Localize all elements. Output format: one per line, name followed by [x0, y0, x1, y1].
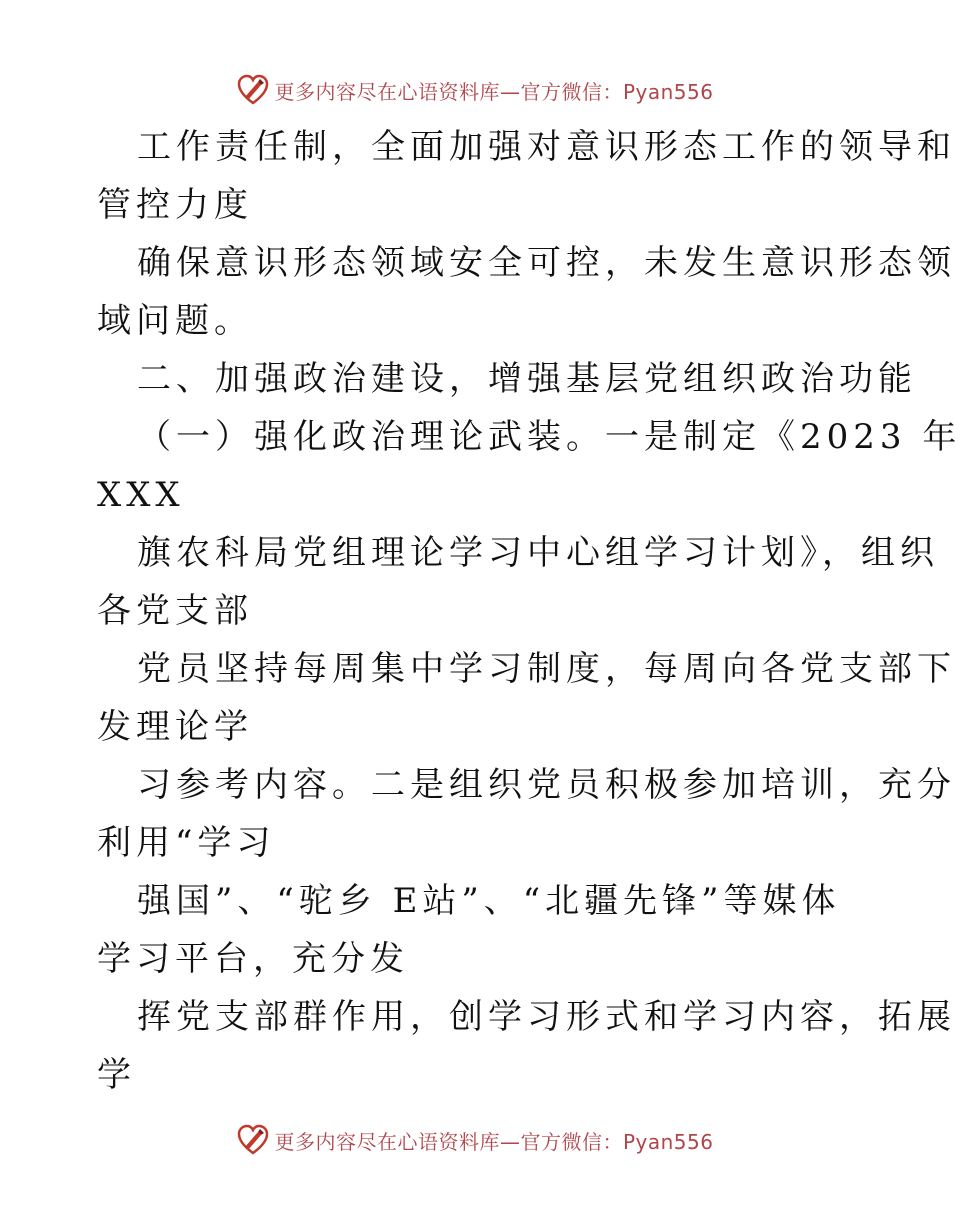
paragraph-line: 利用“学习 — [97, 823, 276, 863]
banner-text: 更多内容尽在心语资料库—官方微信：Pyan556 — [274, 1129, 714, 1154]
paragraph-line: 旗农科局党组理论学习中心组学习计划》，组织 — [137, 533, 939, 573]
paragraph-line: 强国”、“驼乡 E站”、“北疆先锋”等媒体 — [137, 881, 841, 921]
heart-pen-logo-icon — [236, 73, 270, 107]
paragraph-line: 学 — [97, 1055, 136, 1095]
paragraph-line: 域问题。 — [97, 301, 253, 341]
paragraph-line: 各党支部 — [97, 591, 253, 631]
paragraph-line: 管控力度 — [97, 185, 253, 225]
paragraph-line: 工作责任制，全面加强对意识形态工作的领导和 — [137, 127, 956, 167]
paragraph-line: XXX — [97, 475, 185, 515]
paragraph-line: 发理论学 — [97, 707, 253, 747]
section-heading: 二、加强政治建设，增强基层党组织政治功能 — [137, 359, 917, 399]
paragraph-line: 学习平台，充分发 — [97, 939, 409, 979]
paragraph-line: 确保意识形态领域安全可控，未发生意识形态领 — [137, 243, 956, 283]
heart-pen-logo-icon — [236, 1123, 270, 1157]
paragraph-line: 党员坚持每周集中学习制度，每周向各党支部下 — [137, 649, 956, 689]
banner-text: 更多内容尽在心语资料库—官方微信：Pyan556 — [274, 79, 714, 104]
paragraph-line: 挥党支部群作用，创学习形式和学习内容，拓展 — [137, 997, 956, 1037]
header-banner — [0, 70, 950, 110]
footer-banner — [0, 1120, 950, 1160]
paragraph-line: 习参考内容。二是组织党员积极参加培训，充分 — [137, 765, 956, 805]
paragraph-line: （一）强化政治理论武装。一是制定《2023 年 — [137, 417, 961, 457]
document-body — [97, 118, 961, 1104]
